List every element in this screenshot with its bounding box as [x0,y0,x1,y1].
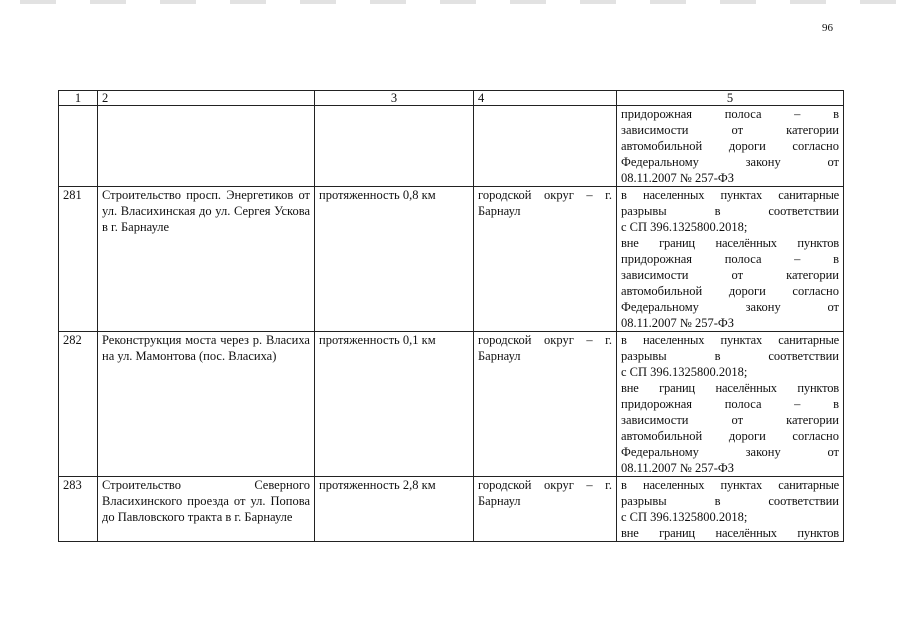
zone-line: Федеральному закону от [621,445,839,459]
zone-line: вне границ населённых пунктов [621,526,839,540]
object-location: городской округ – г. Барнаул [474,477,617,542]
zone-line: придорожная полоса – в [621,252,839,266]
zone-line: с СП 396.1325800.2018; [621,365,748,379]
zone-line: 08.11.2007 № 257-ФЗ [621,461,735,475]
protection-zone [617,187,844,332]
zone-line: вне границ населённых пунктов [621,381,839,395]
object-location: городской округ – г. Барнаул [474,187,617,332]
column-header-2: 2 [98,91,315,106]
zone-line: придорожная полоса – в [621,107,839,121]
zone-line: зависимости от категории [621,123,839,137]
row-number: 282 [59,332,98,477]
zone-line: Федеральному закону от [621,300,839,314]
zone-line: разрывы в соответствии [621,494,839,508]
zone-line: зависимости от категории [621,413,839,427]
object-length [315,106,474,187]
zone-line: разрывы в соответствии [621,204,839,218]
object-name: Реконструкция моста через р. Власиха на ул. Мамонтова (пос. Власиха) [98,332,315,477]
object-length: протяженность 2,8 км [315,477,474,542]
column-header-5: 5 [617,91,844,106]
object-location [474,106,617,187]
object-name [98,106,315,187]
zone-line: автомобильной дороги согласно [621,429,839,443]
zone-line: в населенных пунктах санитарные [621,188,839,202]
protection-zone [617,477,844,542]
scan-artifact [20,0,900,4]
protection-zone [617,106,844,187]
header-row [59,91,844,106]
zone-line: Федеральному закону от [621,155,839,169]
object-location: городской округ – г. Барнаул [474,332,617,477]
zone-line: автомобильной дороги согласно [621,284,839,298]
table-row [59,332,844,477]
zone-line: в населенных пунктах санитарные [621,478,839,492]
row-number: 283 [59,477,98,542]
object-name: Строительство просп. Энергетиков от ул. Власихинская до ул. Сергея Ускова в г. Барнауле [98,187,315,332]
object-length: протяженность 0,8 км [315,187,474,332]
zone-line: автомобильной дороги согласно [621,139,839,153]
zone-line: в населенных пунктах санитарные [621,333,839,347]
column-header-3: 3 [315,91,474,106]
page-number: 96 [822,22,833,34]
zone-line: с СП 396.1325800.2018; [621,510,748,524]
object-length: протяженность 0,1 км [315,332,474,477]
protection-zone [617,332,844,477]
row-number: 281 [59,187,98,332]
table-row [59,477,844,542]
zone-line: придорожная полоса – в [621,397,839,411]
zone-line: разрывы в соответствии [621,349,839,363]
registry-table [58,90,844,542]
column-header-1: 1 [59,91,98,106]
object-name: Строительство Северного Власихинского проезда от ул. Попова до Павловского тракта в г. Барнауле [98,477,315,542]
zone-line: 08.11.2007 № 257-ФЗ [621,316,735,330]
table-row [59,187,844,332]
zone-line: с СП 396.1325800.2018; [621,220,748,234]
zone-line: вне границ населённых пунктов [621,236,839,250]
column-header-4: 4 [474,91,617,106]
zone-line: 08.11.2007 № 257-ФЗ [621,171,735,185]
table-row [59,106,844,187]
row-number [59,106,98,187]
zone-line: зависимости от категории [621,268,839,282]
